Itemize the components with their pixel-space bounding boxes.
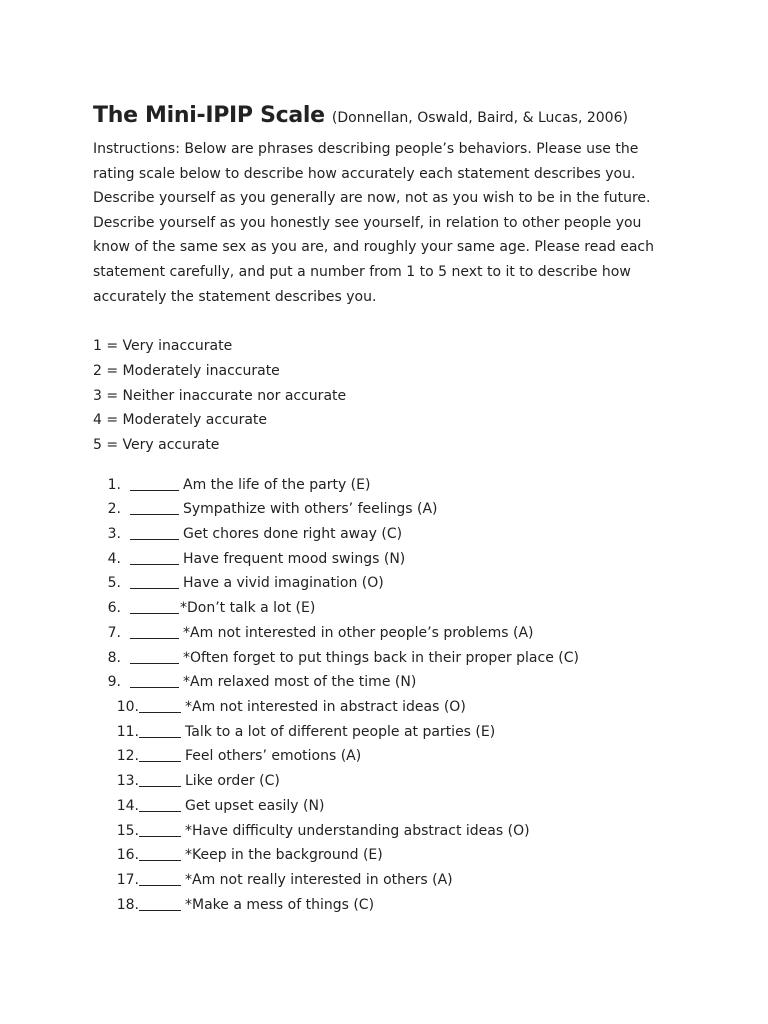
statement-item-16: [93, 843, 673, 868]
item-number: 15.: [116, 822, 139, 839]
scale-option-1: 1 = Very inaccurate: [93, 338, 233, 355]
statement-item-12: [93, 744, 673, 769]
answer-blank-8[interactable]: [130, 646, 179, 664]
item-text: Talk to a lot of different people at parties (E): [185, 723, 496, 740]
statement-item-7: [93, 621, 673, 646]
answer-blank-6[interactable]: [130, 596, 179, 614]
item-text: Have a vivid imagination (O): [183, 575, 384, 592]
item-number: 7.: [107, 624, 121, 641]
item-number: 5.: [107, 575, 121, 592]
scale-option-4: 4 = Moderately accurate: [93, 412, 268, 429]
answer-blank-1[interactable]: [130, 473, 179, 491]
item-number: 12.: [116, 748, 139, 765]
statement-item-4: [93, 547, 673, 572]
item-text: Get chores done right away (C): [183, 526, 403, 543]
item-number: 6.: [107, 600, 121, 617]
answer-blank-15[interactable]: [139, 819, 181, 837]
item-number: 1.: [107, 476, 121, 493]
item-number: 4.: [107, 550, 121, 567]
document-page: [93, 100, 673, 917]
item-number: 10.: [116, 699, 139, 715]
answer-blank-7[interactable]: [130, 621, 179, 639]
statement-item-3: [93, 522, 673, 547]
item-text: *Don’t talk a lot (E): [180, 600, 316, 617]
statement-item-5: [93, 571, 673, 596]
scale-option-3: 3 = Neither inaccurate nor accurate: [93, 387, 347, 404]
statement-item-18: [93, 893, 673, 918]
statement-item-2: [93, 497, 673, 522]
item-text: *Make a mess of things (C): [185, 896, 375, 913]
statement-item-10: [93, 695, 673, 720]
item-text: Sympathize with others’ feelings (A): [183, 501, 438, 518]
citation: (Donnellan, Oswald, Baird, & Lucas, 2006): [331, 110, 628, 126]
statement-list: [93, 473, 673, 918]
answer-blank-16[interactable]: [139, 843, 181, 861]
item-text: Feel others’ emotions (A): [185, 748, 362, 765]
title-line: [93, 100, 673, 134]
answer-blank-13[interactable]: [139, 769, 181, 787]
answer-blank-5[interactable]: [130, 571, 179, 589]
statement-item-6: [93, 596, 673, 621]
answer-blank-4[interactable]: [130, 547, 179, 565]
item-number: 17.: [116, 871, 139, 888]
answer-blank-10[interactable]: [139, 695, 181, 713]
item-number: 13.: [116, 773, 139, 790]
statement-item-13: [93, 769, 673, 794]
item-text: *Keep in the background (E): [185, 847, 383, 864]
item-text: *Often forget to put things back in their proper place (C): [183, 649, 579, 666]
item-text: *Have difficulty understanding abstract ideas (O): [185, 822, 530, 839]
statement-item-15: [93, 819, 673, 844]
item-number: 9.: [107, 674, 121, 691]
item-text: Have frequent mood swings (N): [183, 550, 406, 567]
statement-item-1: [93, 473, 673, 498]
item-text: *Am not really interested in others (A): [185, 871, 453, 888]
scale-option-5: 5 = Very accurate: [93, 436, 220, 453]
scale-option-2: 2 = Moderately inaccurate: [93, 362, 280, 379]
statement-item-14: [93, 794, 673, 819]
statement-item-9: [93, 670, 673, 695]
statement-item-8: [93, 646, 673, 671]
statement-item-11: [93, 720, 673, 745]
item-text: *Am not interested in abstract ideas (O): [185, 699, 466, 715]
item-number: 3.: [107, 526, 121, 543]
item-text: Get upset easily (N): [185, 797, 325, 814]
item-number: 2.: [107, 501, 121, 518]
item-number: 14.: [116, 797, 139, 814]
answer-blank-17[interactable]: [139, 868, 181, 886]
page-title: The Mini-IPIP Scale: [93, 103, 325, 128]
answer-blank-11[interactable]: [139, 720, 181, 738]
item-text: *Am not interested in other people’s problems (A): [183, 624, 534, 641]
instructions-paragraph: Instructions: Below are phrases describing people’s behaviors. Please use the rating scale below to describe how accurately each statement describes you. Describe yourself as you generally are now, not as you wish to be in the future. Describe yourself as you honestly see yourself, in relation to other people you know of the same sex as you are, and roughly your same age. Please read each statement carefully, and put a number from 1 to 5 next to it to describe how accurately the statement describes you.: [93, 141, 654, 305]
answer-blank-9[interactable]: [130, 670, 179, 688]
item-number: 11.: [116, 723, 139, 740]
item-number: 8.: [107, 649, 121, 666]
answer-blank-14[interactable]: [139, 794, 181, 812]
rating-scale: [93, 334, 673, 458]
item-number: 16.: [116, 847, 139, 864]
answer-blank-2[interactable]: [130, 497, 179, 515]
item-number: 18.: [116, 896, 139, 913]
item-text: Like order (C): [185, 773, 280, 790]
answer-blank-3[interactable]: [130, 522, 179, 540]
statement-item-17: [93, 868, 673, 893]
answer-blank-12[interactable]: [139, 744, 181, 762]
item-text: Am the life of the party (E): [183, 476, 371, 493]
item-text: *Am relaxed most of the time (N): [183, 674, 417, 691]
answer-blank-18[interactable]: [139, 893, 181, 911]
